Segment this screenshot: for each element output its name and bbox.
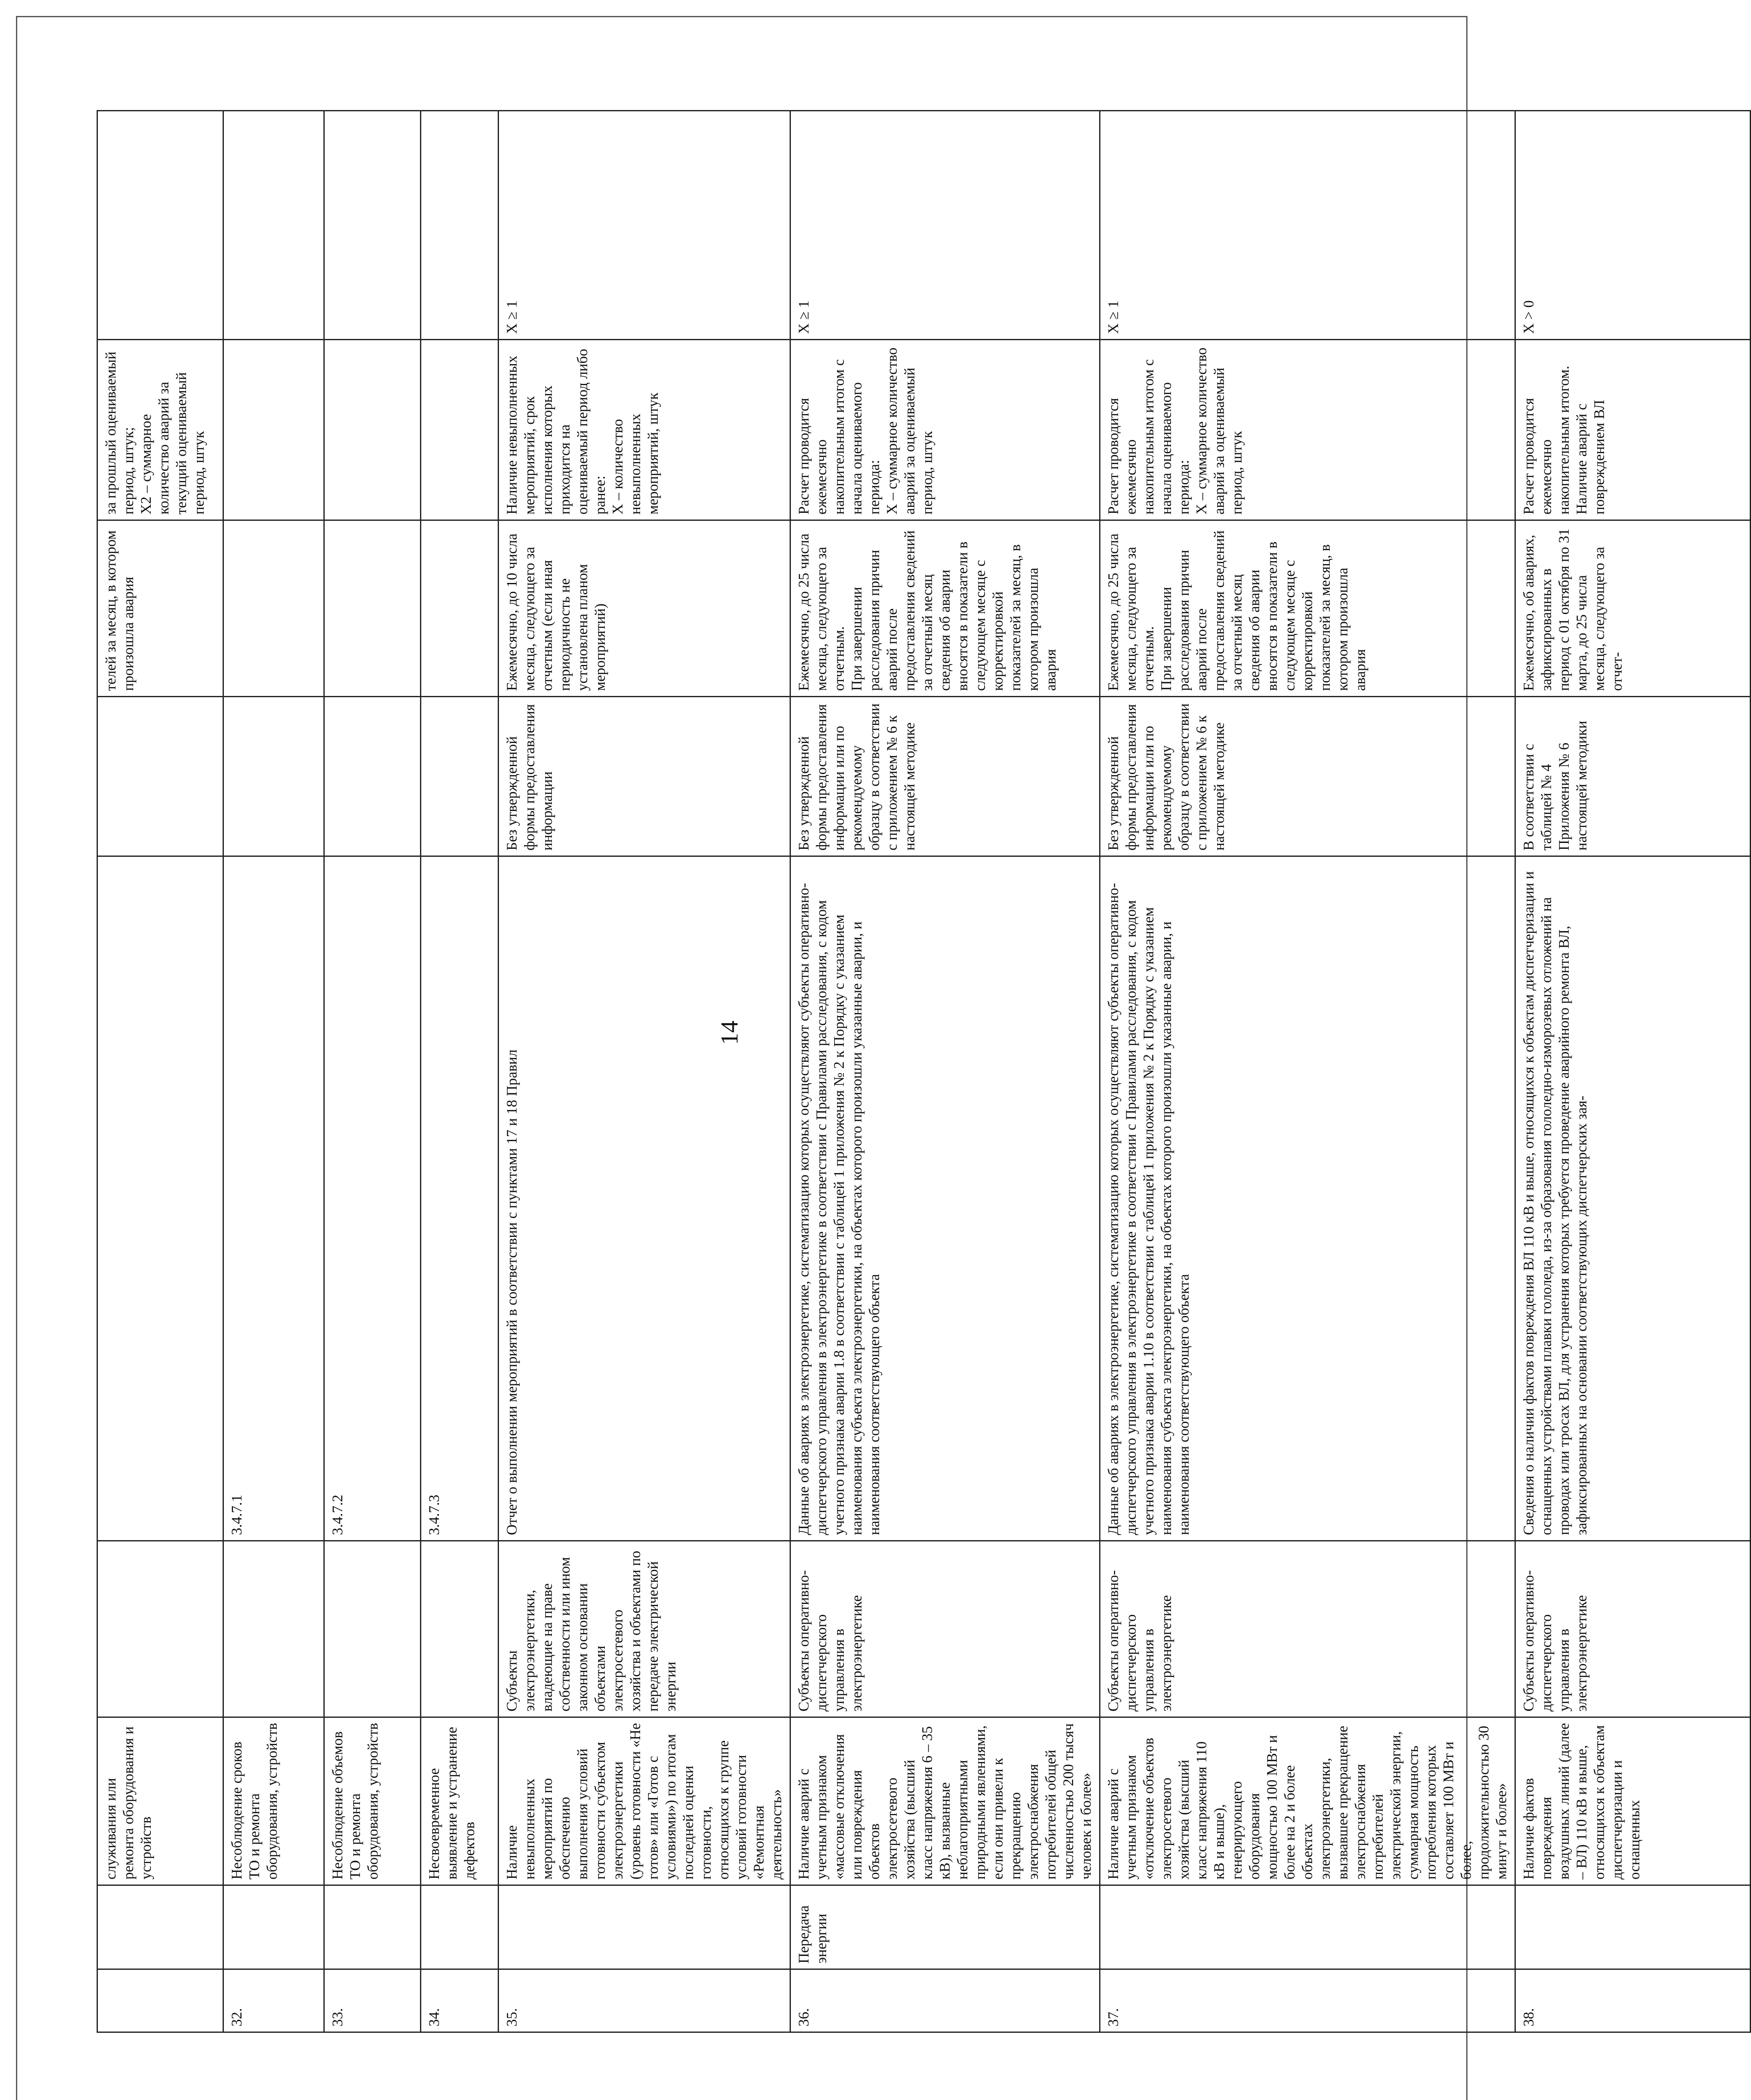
content-text xyxy=(324,856,421,1541)
deadline-text xyxy=(421,520,499,697)
content-text xyxy=(790,856,1100,1541)
content-text xyxy=(499,856,790,1541)
content-body: Отчет о выполнении мероприятий в соответствии с пунктами 17 и 18 Правил xyxy=(504,1049,520,1535)
row-number: 32. xyxy=(223,1969,324,2032)
subjects-text xyxy=(324,1541,421,1717)
code-text: 3.4.7.3 xyxy=(426,1494,442,1535)
deadline-text xyxy=(223,520,324,697)
content-text xyxy=(223,856,324,1541)
section-name xyxy=(421,1885,499,1969)
deadline-text: Ежемесячно, до 25 числа месяца, следующего за отчетным. При завершении расследования причин аварий после предоставления сведений за отчетный месяц сведения об аварии вносятся в показатели в следующем месяце с корректировкой показателей за месяц, в котором произошла авария xyxy=(790,520,1100,697)
value-text xyxy=(97,111,223,340)
formula-text xyxy=(223,340,324,520)
subjects-text xyxy=(97,1541,223,1717)
source-text xyxy=(421,697,499,856)
formula-text: за прошлый оцениваемый период, штук; X2 – суммарное количество аварий за текущий оцениваемый период, штук xyxy=(97,340,223,520)
formula-text: Расчет проводится ежемесячно накопительным итогом с начала оцениваемого периода: X – суммарное количество аварий за оцениваемый период, штук xyxy=(790,340,1100,520)
section-name xyxy=(97,1885,223,1969)
row-number: 37. xyxy=(1100,1969,1515,2032)
subjects-text: Субъекты электроэнергетики, владеющие на праве собственности или ином законном основании объектами электросетевого хозяйства и объектами по передаче электрической энергии xyxy=(499,1541,790,1717)
formula-text xyxy=(324,340,421,520)
subjects-text xyxy=(421,1541,499,1717)
value-text: X > 0 xyxy=(1515,111,1751,340)
table-row xyxy=(324,111,421,2032)
table-row xyxy=(1100,111,1515,2032)
source-text: Без утвержденной формы предоставления информации или по рекомендуемому образцу в соответствии с приложением № 6 к настоящей методике xyxy=(1100,697,1515,856)
value-text: X ≥ 1 xyxy=(1100,111,1515,340)
formula-text: Расчет проводится ежемесячно накопительным итогом. Наличие аварий с повреждением ВЛ xyxy=(1515,340,1751,520)
row-number: 33. xyxy=(324,1969,421,2032)
indicator-text: Наличие невыполненных мероприятий по обеспечению выполнения условий готовности субъектом электроэнергетики (уровень готовности «Не готов» или «Готов с условиями») по итогам последней оценки готовности, относящихся к группе условий готовности «Ремонтная деятельность» xyxy=(499,1717,790,1885)
value-text xyxy=(223,111,324,340)
value-text: X ≥ 1 xyxy=(499,111,790,340)
rotated-table-container xyxy=(97,111,1643,2033)
deadline-text: Ежемесячно, об авариях, зафиксированных в период с 01 октября по 31 марта, до 25 числа месяца, следующего за отчет- xyxy=(1515,520,1751,697)
source-text xyxy=(223,697,324,856)
content-text xyxy=(97,856,223,1541)
indicator-text: Наличие аварий с учетным признаком «массовые отключения или повреждения объектов электросетевого хозяйства (высший класс напряжения 6 – 35 кВ), вызванные неблагоприятными природными явлениями, если они привели к прекращению электроснабжения потребителей общей численностью 200 тысяч человек и более» xyxy=(790,1717,1100,1885)
content-text xyxy=(421,856,499,1541)
row-number: 35. xyxy=(499,1969,790,2032)
table-row xyxy=(421,111,499,2032)
source-text: Без утвержденной формы предоставления информации xyxy=(499,697,790,856)
formula-text: Расчет проводится ежемесячно накопительным итогом с начала оцениваемого периода: X – суммарное количество аварий за оцениваемый период, штук xyxy=(1100,340,1515,520)
source-text xyxy=(324,697,421,856)
row-number: 34. xyxy=(421,1969,499,2032)
subjects-text: Субъекты оперативно-диспетчерского управления в электроэнергетике xyxy=(1515,1541,1751,1717)
content-body: Данные об авариях в электроэнергетике, систематизацию которых осуществляют субъекты оперативно-диспетчерского управления в электроэнергетике в соответствии с Правилами расследования, с кодом учетного признака аварии 1.8 в соответствии с таблицей 1 приложения № 2 к Порядку с указанием наименования субъекта электроэнергетики, на объектах которого произошли указанные аварии, и наименования соответствующего объекта xyxy=(795,883,882,1535)
table-row xyxy=(223,111,324,2032)
section-name xyxy=(1100,1885,1515,1969)
content-body: Сведения о наличии фактов повреждения ВЛ 110 кВ и выше, относящихся к объектам диспетчеризации и оснащенных устройствами плавки гололеда, из-за образования гололедно-изморозевых отложений на проводах или тросах ВЛ, для устранения которых требуется проведение аварийного ремонта ВЛ, зафиксированных на основании соответствующих диспетчерских зая- xyxy=(1520,871,1590,1535)
section-name xyxy=(223,1885,324,1969)
subjects-text: Субъекты оперативно-диспетчерского управления в электроэнергетике xyxy=(1100,1541,1515,1717)
indicators-table xyxy=(97,110,1751,2033)
content-text xyxy=(1100,856,1515,1541)
content-body: Данные об авариях в электроэнергетике, систематизацию которых осуществляют субъекты оперативно-диспетчерского управления в электроэнергетике в соответствии с Правилами расследования, с кодом учетного признака аварии 1.10 в соответствии с таблицей 1 приложения № 2 к Порядку с указанием наименования субъекта электроэнергетики, на объектах которого произошли указанные аварии, и наименования соответствующего объекта xyxy=(1105,883,1192,1535)
section-name: Передача энергии xyxy=(790,1885,1100,1969)
source-text: Без утвержденной формы предоставления информации или по рекомендуемому образцу в соответствии с приложением № 6 к настоящей методике xyxy=(790,697,1100,856)
indicator-text: Наличие аварий с учетным признаком «отключение объектов электросетевого хозяйства (высший класс напряжения 110 кВ и выше), генерирующего оборудования мощностью 100 МВт и более на 2 и более объектах электроэнергетики, вызвавшее прекращение электроснабжения потребителей электрической энергии, суммарная мощность потребления которых составляет 100 МВт и более, продолжительностью 30 минут и более» xyxy=(1100,1717,1515,1885)
indicator-text: Несвоевременное выявление и устранение дефектов xyxy=(421,1717,499,1885)
indicator-text: Несоблюдение объемов ТО и ремонта оборудования, устройств xyxy=(324,1717,421,1885)
deadline-text: Ежемесячно, до 25 числа месяца, следующего за отчетным. При завершении расследования причин аварий после предоставления сведений за отчетный месяц сведения об аварии вносятся в показатели в следующем месяце с корректировкой показателей за месяц, в котором произошла авария xyxy=(1100,520,1515,697)
row-number: 38. xyxy=(1515,1969,1751,2032)
formula-text: Наличие невыполненных мероприятий, срок исполнения которых приходится на оцениваемый период либо ранее: X – количество невыполненных мероприятий, штук xyxy=(499,340,790,520)
deadline-text: Ежемесячно, до 10 числа месяца, следующего за отчетным (если иная периодичность не установлена планом мероприятий) xyxy=(499,520,790,697)
indicator-text: Наличие фактов повреждения воздушных линий (далее – ВЛ) 110 кВ и выше, относящихся к объектам диспетчеризации и оснащенных xyxy=(1515,1717,1751,1885)
value-text xyxy=(421,111,499,340)
row-number: 36. xyxy=(790,1969,1100,2032)
subjects-text xyxy=(223,1541,324,1717)
table-row xyxy=(1515,111,1751,2032)
source-text xyxy=(97,697,223,856)
table-row xyxy=(790,111,1100,2032)
indicator-text: Несоблюдение сроков ТО и ремонта оборудования, устройств xyxy=(223,1717,324,1885)
formula-text xyxy=(421,340,499,520)
deadline-text: телей за месяц, в котором произошла авария xyxy=(97,520,223,697)
deadline-text xyxy=(324,520,421,697)
value-text xyxy=(324,111,421,340)
subjects-text: Субъекты оперативно-диспетчерского управления в электроэнергетике xyxy=(790,1541,1100,1717)
code-text: 3.4.7.1 xyxy=(228,1494,245,1535)
section-name xyxy=(1515,1885,1751,1969)
value-text: X ≥ 1 xyxy=(790,111,1100,340)
section-name xyxy=(324,1885,421,1969)
indicator-text: служивания или ремонта оборудования и устройств xyxy=(97,1717,223,1885)
row-number xyxy=(97,1969,223,2032)
section-name xyxy=(499,1885,790,1969)
table-row xyxy=(97,111,223,2032)
content-text xyxy=(1515,856,1751,1541)
page-number: 14 xyxy=(716,1021,743,1045)
code-text: 3.4.7.2 xyxy=(329,1494,346,1535)
source-text: В соответствии с таблицей № 4 Приложения № 6 настоящей методики xyxy=(1515,697,1751,856)
table-row xyxy=(499,111,790,2032)
